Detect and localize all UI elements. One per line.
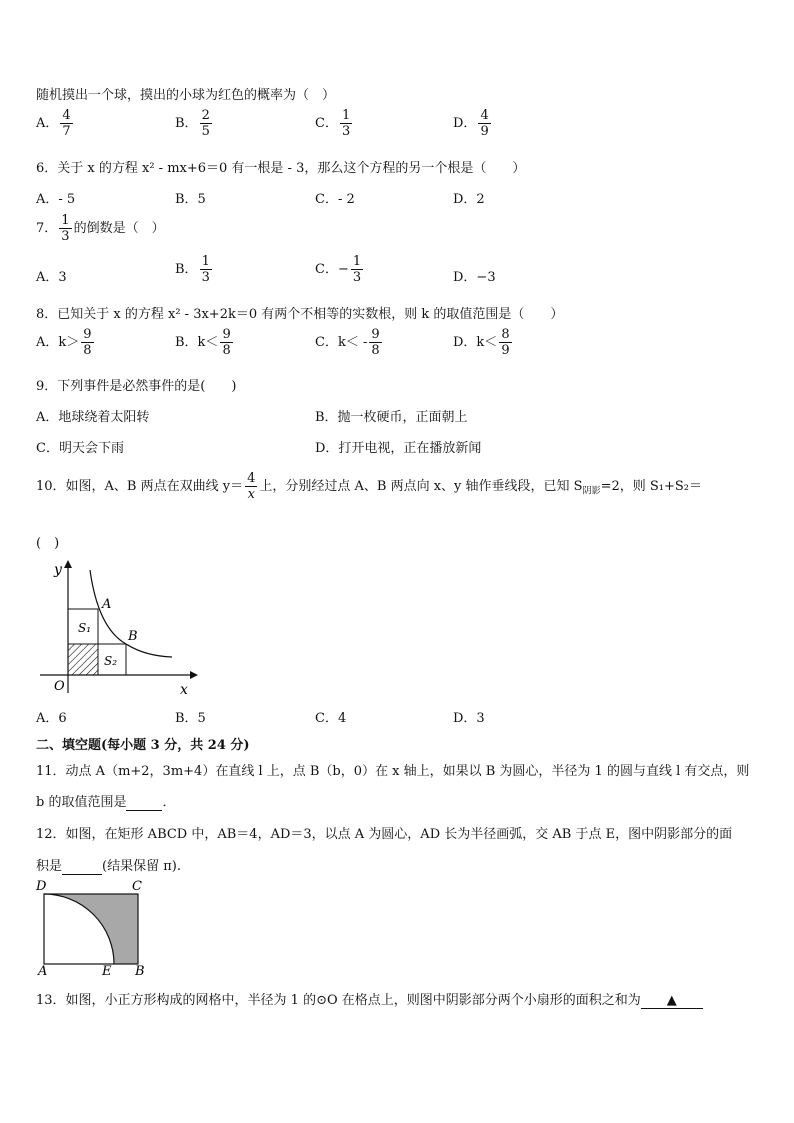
q5-option-d: D． $\frac{4}{9}$: [453, 108, 489, 139]
q10-stem: 10．如图，A、B 两点在双曲线 y＝ $\frac{4}{x}$ 上，分别经过点 A、B 两点向 x、y 轴作垂线段，已知 $S_{阴影}=2$，则 S₁+S₂＝: [36, 471, 703, 502]
q12-label-b: B: [135, 964, 145, 976]
q10-label-o: O: [54, 679, 65, 694]
q10-option-b: B．5: [175, 711, 206, 726]
q10-label-s2: S₂: [104, 654, 118, 668]
q12-figure: [34, 878, 164, 976]
q10-label-y: y: [54, 562, 62, 578]
q6-option-d: D．2: [453, 192, 485, 207]
q10-figure: [40, 558, 200, 698]
q8-option-d: D．k＜ $\frac{8}{9}$: [453, 327, 510, 358]
q9-option-b: B．抛一枚硬币，正面朝上: [315, 410, 468, 425]
q12-label-a: A: [38, 964, 48, 976]
q10-option-d: D．3: [453, 711, 485, 726]
q10-shaded-rect: [68, 644, 98, 675]
q5-option-c: C． $\frac{1}{3}$: [315, 108, 351, 139]
q10-option-a: A．6: [36, 711, 67, 726]
q12-line1: 12．如图，在矩形 ABCD 中，AB＝4，AD＝3，以点 A 为圆心，AD 长为半径画弧，交 AB 于点 E，图中阴影部分的面: [36, 827, 733, 842]
q7-option-d: D．−3: [453, 270, 496, 285]
q10-label-b: B: [128, 629, 138, 644]
q12-line2: 积是 (结果保留 π).: [36, 859, 181, 874]
q9-option-c: C．明天会下雨: [36, 441, 124, 456]
q13-mark: ▲: [666, 993, 677, 1008]
q12-answer-blank: [62, 859, 102, 875]
q9-option-a: A．地球绕着太阳转: [36, 410, 150, 425]
q11-answer-blank: [126, 795, 162, 811]
q10-y-arrow: [64, 560, 72, 568]
q9-stem: 9．下列事件是必然事件的是( ): [36, 379, 237, 394]
q10-label-s1: S₁: [78, 621, 92, 635]
q10-stem-cont: ( ): [36, 536, 60, 551]
q10-option-c: C．4: [315, 711, 347, 726]
q13-stem: 13．如图，小正方形构成的网格中，半径为 1 的⊙O 在格点上，则图中阴影部分两个小扇形的面积之和为 ▲: [36, 989, 703, 1009]
q11-line1: 11．动点 A（m+2，3m+4）在直线 l 上，点 B（b，0）在 x 轴上，如果以 B 为圆心，半径为 1 的圆与直线 l 有交点，则: [36, 764, 750, 779]
q6-option-b: B．5: [175, 192, 206, 207]
q13-answer-blank: [641, 993, 703, 1009]
q8-stem: 8．已知关于 x 的方程 x² - 3x+2k＝0 有两个不相等的实数根，则 k 的取值范围是（ ）: [36, 307, 564, 322]
q8-option-a: A．k＞ $\frac{9}{8}$: [36, 327, 92, 358]
q10-label-a: A: [102, 597, 112, 612]
q10-x-arrow: [190, 671, 198, 679]
q6-option-c: C．- 2: [315, 192, 355, 207]
section-heading: 二、填空题(每小题 3 分，共 24 分): [36, 738, 250, 753]
q7-option-c: C．− $\frac{1}{3}$: [315, 254, 362, 285]
q12-label-c: C: [132, 879, 142, 894]
q8-option-b: B．k＜ $\frac{9}{8}$: [175, 327, 231, 358]
q9-option-d: D．打开电视，正在播放新闻: [315, 441, 482, 456]
q12-label-e: E: [102, 964, 112, 976]
q5-stem: 随机摸出一个球，摸出的小球为红色的概率为（ ）: [36, 88, 336, 103]
q10-label-x: x: [180, 682, 188, 698]
q6-option-a: A．- 5: [36, 192, 76, 207]
q7-option-b: B． $\frac{1}{3}$: [175, 254, 210, 285]
q12-label-d: D: [36, 879, 47, 894]
q5-option-b: B． $\frac{2}{5}$: [175, 108, 210, 139]
q11-line2: b 的取值范围是 ．: [36, 795, 176, 810]
q5-option-a: A． $\frac{4}{7}$: [36, 108, 71, 139]
q6-stem: 6．关于 x 的方程 x² - mx+6＝0 有一根是 - 3，那么这个方程的另一个根是（ ）: [36, 161, 526, 176]
q8-option-c: C．k＜ - $\frac{9}{8}$: [315, 327, 380, 358]
q7-option-a: A．3: [36, 270, 67, 285]
q7-stem: 7． $\frac{1}{3}$ 的倒数是（ ）: [36, 213, 165, 244]
q12-shaded-region: [44, 894, 138, 964]
